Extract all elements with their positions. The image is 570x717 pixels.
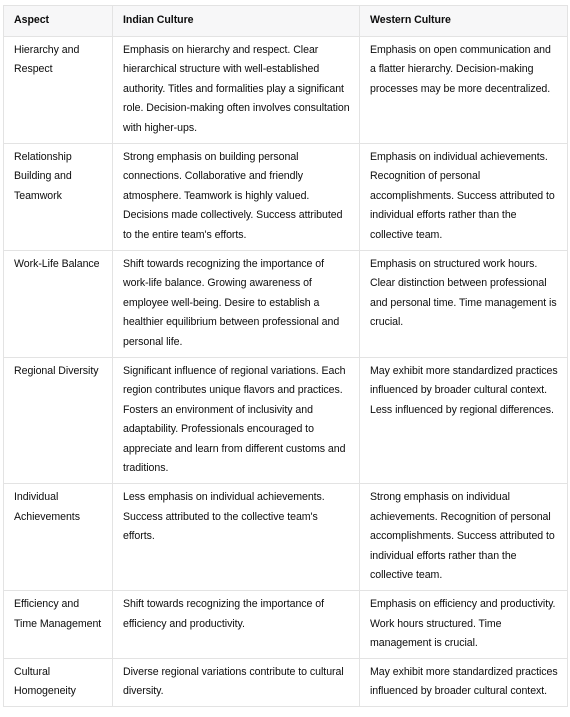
- cell-western: May exhibit more standardized practices influenced by broader cultural context.: [360, 658, 568, 706]
- comparison-table-container: [3, 5, 567, 707]
- cell-aspect: Relationship Building and Teamwork: [4, 143, 113, 250]
- table-header: [4, 6, 568, 37]
- cell-western: May exhibit more standardized practices influenced by broader cultural context. Less influenced by regional differences.: [360, 357, 568, 484]
- table-row: [4, 250, 568, 357]
- cell-western: Strong emphasis on individual achievements. Recognition of personal accomplishments. Success attributed to individual efforts rather than the collective team.: [360, 484, 568, 591]
- table-row: [4, 591, 568, 659]
- table-row: [4, 484, 568, 591]
- table-row: [4, 143, 568, 250]
- comparison-table: [3, 5, 568, 707]
- cell-aspect: Individual Achievements: [4, 484, 113, 591]
- cell-aspect: Cultural Homogeneity: [4, 658, 113, 706]
- cell-aspect: Work-Life Balance: [4, 250, 113, 357]
- cell-western: Emphasis on individual achievements. Recognition of personal accomplishments. Success attributed to individual efforts rather than the collective team.: [360, 143, 568, 250]
- header-aspect: Aspect: [4, 6, 113, 37]
- cell-indian: Strong emphasis on building personal connections. Collaborative and friendly atmosphere. Teamwork is highly valued. Decisions made collectively. Success attributed to the entire team's efforts.: [113, 143, 360, 250]
- cell-western: Emphasis on open communication and a flatter hierarchy. Decision-making processes may be more decentralized.: [360, 36, 568, 143]
- header-western-culture: Western Culture: [360, 6, 568, 37]
- cell-aspect: Hierarchy and Respect: [4, 36, 113, 143]
- cell-western: Emphasis on structured work hours. Clear distinction between professional and personal time. Time management is crucial.: [360, 250, 568, 357]
- cell-indian: Diverse regional variations contribute to cultural diversity.: [113, 658, 360, 706]
- cell-indian: Significant influence of regional variations. Each region contributes unique flavors and practices. Fosters an environment of inclusivity and adaptability. Professionals encouraged to appreciate and learn from different customs and traditions.: [113, 357, 360, 484]
- table-row: [4, 36, 568, 143]
- cell-aspect: Efficiency and Time Management: [4, 591, 113, 659]
- cell-indian: Shift towards recognizing the importance of efficiency and productivity.: [113, 591, 360, 659]
- table-row: [4, 357, 568, 484]
- header-row: [4, 6, 568, 37]
- header-indian-culture: Indian Culture: [113, 6, 360, 37]
- table-body: [4, 36, 568, 706]
- cell-western: Emphasis on efficiency and productivity. Work hours structured. Time management is crucial.: [360, 591, 568, 659]
- cell-indian: Less emphasis on individual achievements. Success attributed to the collective team's efforts.: [113, 484, 360, 591]
- cell-aspect: Regional Diversity: [4, 357, 113, 484]
- table-row: [4, 658, 568, 706]
- cell-indian: Emphasis on hierarchy and respect. Clear hierarchical structure with well-established authority. Titles and formalities play a significant role. Decision-making often involves consultation with higher-ups.: [113, 36, 360, 143]
- cell-indian: Shift towards recognizing the importance of work-life balance. Growing awareness of employee well-being. Desire to establish a healthier equilibrium between professional and personal life.: [113, 250, 360, 357]
